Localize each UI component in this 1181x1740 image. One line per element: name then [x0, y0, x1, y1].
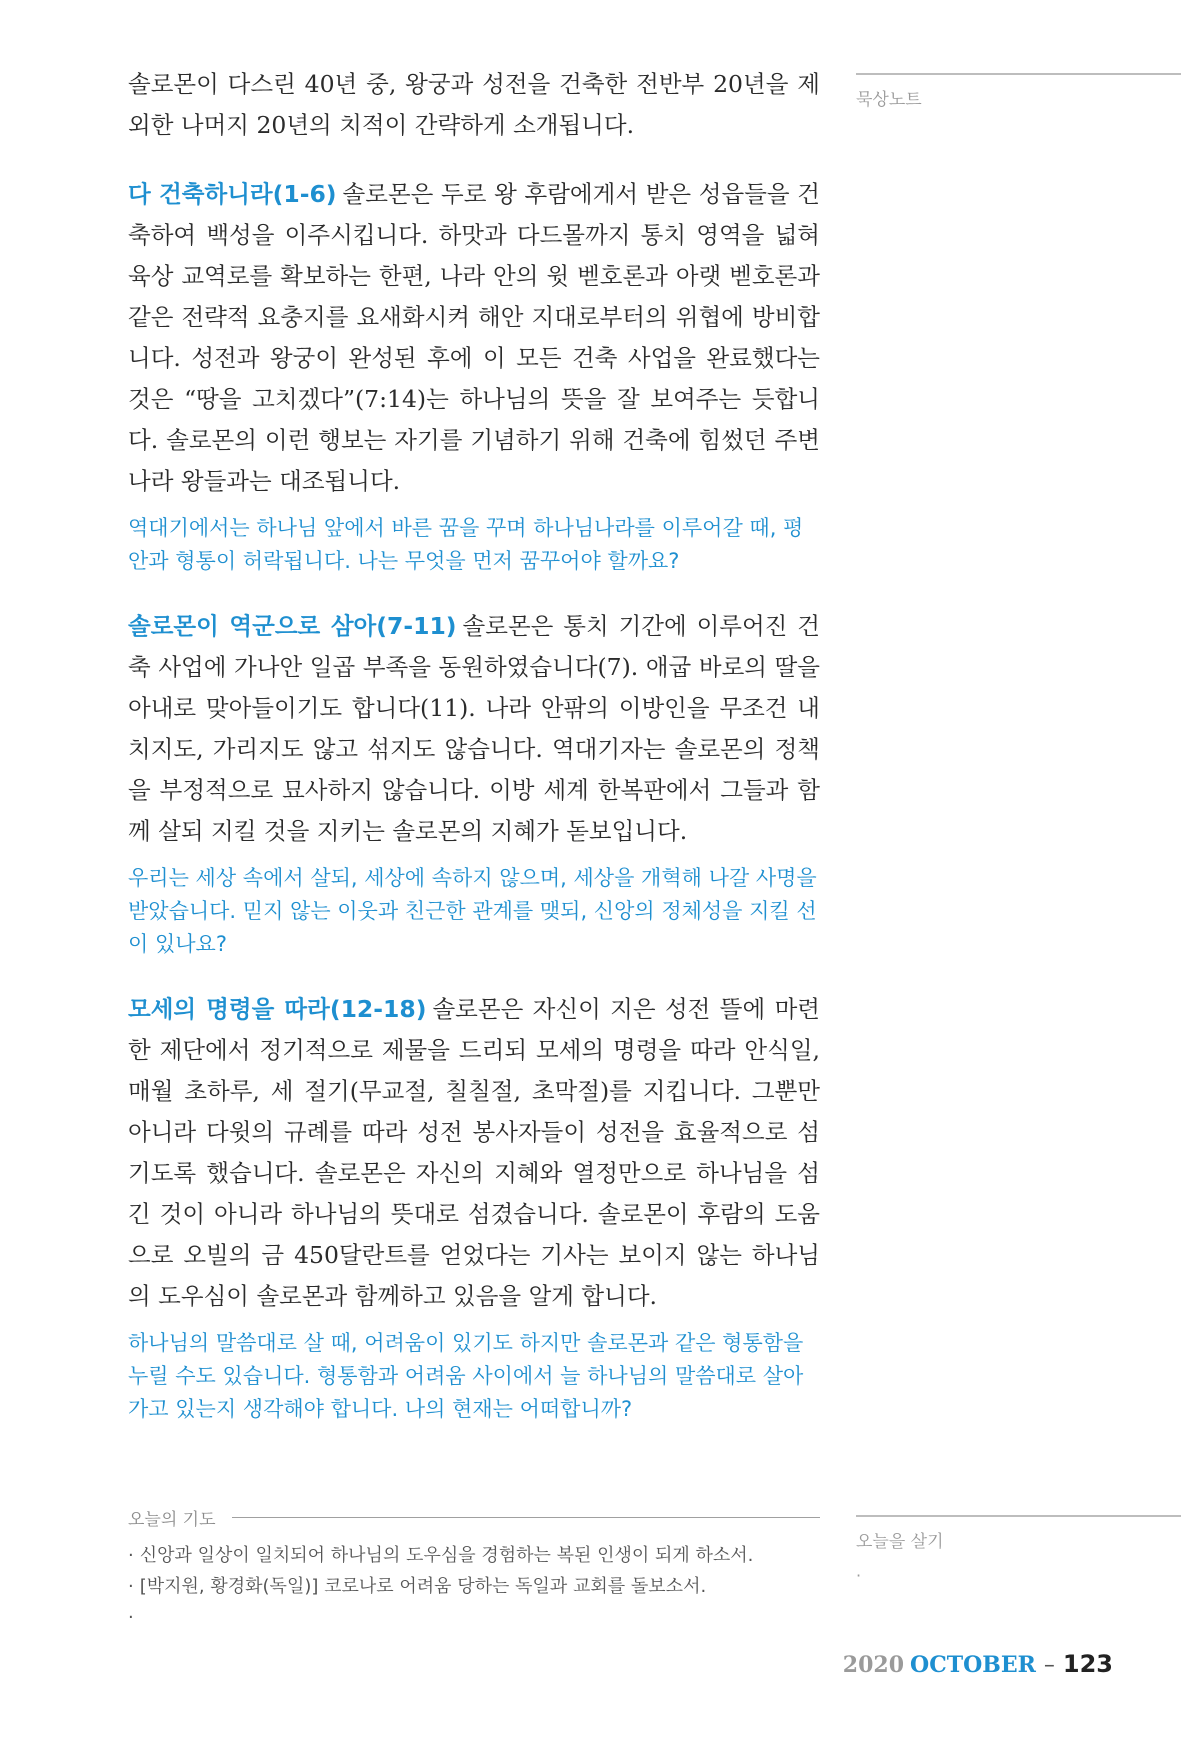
section-reflection: 하나님의 말씀대로 살 때, 어려움이 있기도 하지만 솔로몬과 같은 형통함을 누릴 수도 있습니다. 형통함과 어려움 사이에서 늘 하나님의 말씀대로 살아가고 있는지 생각해야 합니다. 나의 현재는 어떠합니까?: [128, 1331, 804, 1421]
section-body: 솔로몬은 통치 기간에 이루어진 건축 사업에 가나안 일곱 부족을 동원하였습니다(7). 애굽 바로의 딸을 아내로 맞아들이기도 합니다(11). 나라 안팎의 이방인을 무조건 내치지도, 가리지도 않고 섞지도 않습니다. 역대기자는 솔로몬의 정책을 부정적으로 묘사하지 않습니다. 이방 세계 한복판에서 그들과 함께 살되 지킬 것을 지키는 솔로몬의 지혜가 돋보입니다.: [128, 612, 820, 845]
footer-month: OCTOBER: [910, 1652, 1036, 1678]
footer-year: 2020: [842, 1652, 905, 1678]
list-item: · 신앙과 일상이 일치되어 하나님의 도우심을 경험하는 복된 인생이 되게 하소서.: [128, 1545, 754, 1566]
section-heading: 모세의 명령을 따라(12-18): [128, 995, 427, 1023]
today-prayer: [128, 1505, 820, 1633]
section-heading: 솔로몬이 역군으로 삼아(7-11): [128, 612, 457, 640]
live-today-bullet: ·: [856, 1566, 862, 1585]
bullet-icon: ·: [128, 1607, 134, 1628]
section-body: 솔로몬은 자신이 지은 성전 뜰에 마련한 제단에서 정기적으로 제물을 드리되 모세의 명령을 따라 안식일, 매월 초하루, 세 절기(무교절, 칠칠절, 초막절)를 지킵니다. 그뿐만 아니라 다윗의 규례를 따라 성전 봉사자들이 성전을 효율적으로 섬기도록 했습니다. 솔로몬은 자신의 지혜와 열정만으로 하나님을 섬긴 것이 아니라 하나님의 뜻대로 섬겼습니다. 솔로몬이 후람의 도움으로 오빌의 금 450달란트를 얻었다는 기사는 보이지 않는 하나님의 도우심이 솔로몬과 함께하고 있음을 알게 합니다.: [128, 995, 820, 1310]
bullet-icon: ·: [128, 1576, 134, 1597]
prayer-title: 오늘의 기도: [128, 1510, 216, 1530]
sidebar-divider: [856, 73, 1181, 75]
intro-paragraph: 솔로몬이 다스린 40년 중, 왕궁과 성전을 건축한 전반부 20년을 제외한 나머지 20년의 치적이 간략하게 소개됩니다.: [128, 70, 820, 139]
page-number: 123: [1062, 1650, 1113, 1678]
list-item: · [박지원, 황경화(독일)] 코로나로 어려움 당하는 독일과 교회를 돌보소서.: [128, 1576, 707, 1597]
section-laborers: [128, 606, 820, 961]
main-content: [128, 64, 820, 1426]
sidebar-live-today: [856, 1515, 1181, 1585]
section-body: 솔로몬은 두로 왕 후람에게서 받은 성읍들을 건축하여 백성을 이주시킵니다. 하맛과 다드몰까지 통치 영역을 넓혀 육상 교역로를 확보하는 한편, 나라 안의 윗 벧호론과 아랫 벧호론과 같은 전략적 요충지를 요새화시켜 해안 지대로부터의 위협에 방비합니다. 성전과 왕궁이 완성된 후에 이 모든 건축 사업을 완료했다는 것은 “땅을 고치겠다”(7:14)는 하나님의 뜻을 잘 보여주는 듯합니다. 솔로몬의 이런 행보는 자기를 기념하기 위해 건축에 힘썼던 주변 나라 왕들과는 대조됩니다.: [128, 180, 820, 495]
section-reflection: 우리는 세상 속에서 살되, 세상에 속하지 않으며, 세상을 개혁해 나갈 사명을 받았습니다. 믿지 않는 이웃과 친근한 관계를 맺되, 신앙의 정체성을 지킬 선이 있나요?: [128, 866, 817, 956]
section-heading: 다 건축하니라(1-6): [128, 180, 337, 208]
meditation-note-title: 묵상노트: [856, 90, 922, 110]
page-footer: [843, 1650, 1113, 1678]
sidebar-divider: [856, 1515, 1181, 1517]
live-today-title: 오늘을 살기: [856, 1532, 944, 1552]
prayer-list: [128, 1540, 820, 1633]
bullet-icon: ·: [128, 1545, 134, 1566]
section-reflection: 역대기에서는 하나님 앞에서 바른 꿈을 꾸며 하나님나라를 이루어갈 때, 평안과 형통이 허락됩니다. 나는 무엇을 먼저 꿈꾸어야 할까요?: [128, 516, 804, 573]
sidebar-meditation-note: [856, 73, 1181, 110]
list-item: [128, 1602, 820, 1633]
prayer-divider: [232, 1517, 820, 1518]
footer-dash: –: [1043, 1653, 1055, 1678]
section-building: [128, 174, 820, 578]
section-moses-command: [128, 989, 820, 1426]
